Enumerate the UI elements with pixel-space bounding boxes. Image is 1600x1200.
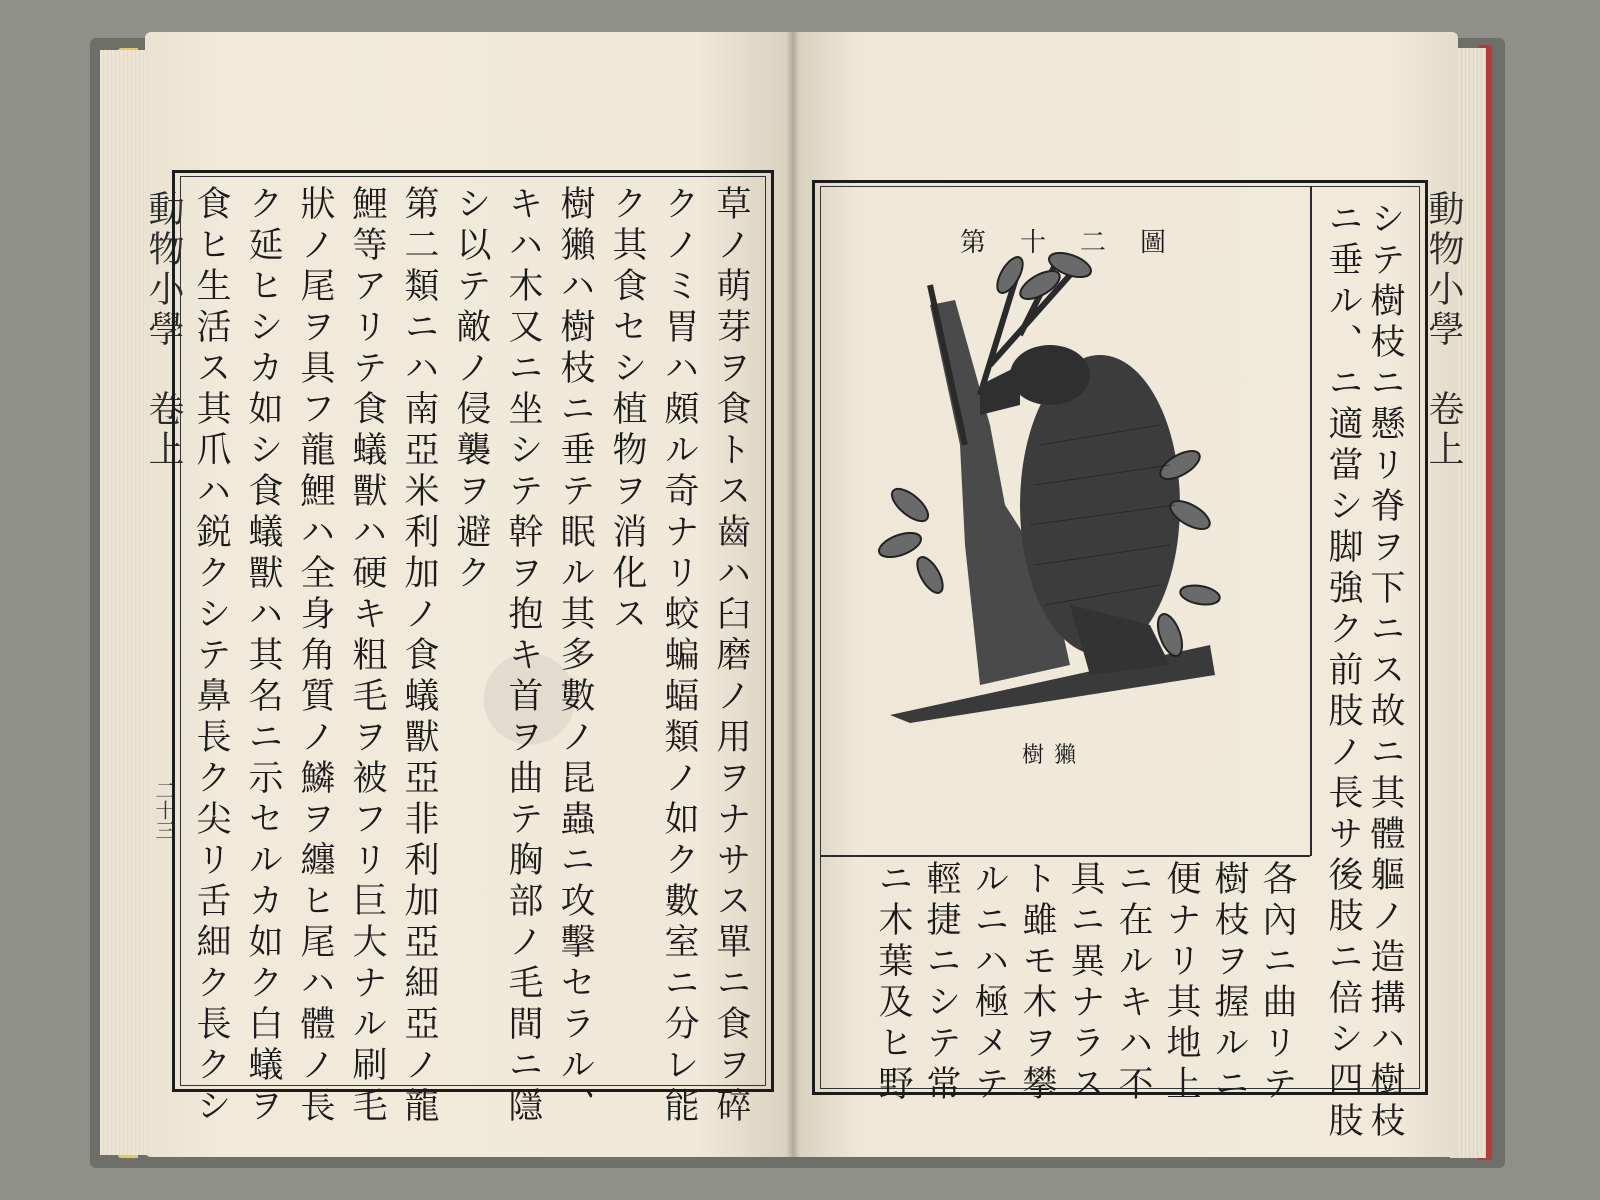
left-column-7: 第二類ニハ南亞米利加ノ食蟻獸亞非利加亞細亞ノ龍 bbox=[399, 185, 439, 1128]
left-column-10: ク延ヒシカ如シ食蟻獸ハ其名ニ示セルカ如ク白蟻ヲ bbox=[243, 185, 283, 1128]
left-column-4: 樹獺ハ樹枝ニ垂テ眠ル其多數ノ昆蟲ニ攻擊セラル、 bbox=[555, 185, 595, 1128]
left-margin-title: 動物小學 卷上 bbox=[143, 190, 184, 470]
page-number: 二十三 bbox=[152, 780, 176, 840]
right-bottom-column-3: 便ナリ其地上 bbox=[1161, 860, 1201, 1106]
left-column-9: 狀ノ尾ヲ具フ龍鯉ハ全身角質ノ鱗ヲ纏ヒ尾ハ體ノ長 bbox=[295, 185, 335, 1128]
right-bottom-column-6: ト雖モ木ヲ攀 bbox=[1017, 860, 1057, 1106]
left-column-6: シ以テ敵ノ侵襲ヲ避ク bbox=[451, 185, 491, 595]
book-gutter bbox=[786, 32, 800, 1157]
right-top-column-1: シテ樹枝ニ懸リ脊ヲ下ニス故ニ其體軀ノ造搆ハ樹枝 bbox=[1365, 200, 1405, 1143]
right-margin-title: 動物小學 卷上 bbox=[1423, 190, 1464, 470]
right-bottom-column-7: ルニハ極メテ bbox=[969, 860, 1009, 1106]
right-bottom-column-8: 輕捷ニシテ常 bbox=[921, 860, 961, 1106]
left-column-2: クノミ胃ハ頗ル奇ナリ蛟蝙蝠類ノ如ク數室ニ分レ能 bbox=[659, 185, 699, 1128]
right-bottom-column-5: 具ニ異ナラス bbox=[1065, 860, 1105, 1106]
left-column-8: 鯉等アリテ食蟻獸ハ硬キ粗毛ヲ被フリ巨大ナル刷毛 bbox=[347, 185, 387, 1128]
right-bottom-column-9: ニ木葉及ヒ野 bbox=[873, 860, 913, 1106]
right-bottom-column-1: 各內ニ曲リテ bbox=[1257, 860, 1297, 1106]
figure-side-rule bbox=[1310, 186, 1312, 856]
left-column-1: 草ノ萌芽ヲ食トス齒ハ臼磨ノ用ヲナサス單ニ食ヲ碎 bbox=[711, 185, 751, 1128]
right-top-column-2: ニ垂ル、ニ適當シ脚強ク前肢ノ長サ後肢ニ倍シ四肢 bbox=[1323, 200, 1363, 1143]
figure-caption: 樹獺 bbox=[1022, 743, 1087, 768]
right-bottom-column-4: ニ在ルキハ不 bbox=[1113, 860, 1153, 1106]
bleed-through-shadow: ● bbox=[460, 620, 599, 767]
sloth-illustration[interactable] bbox=[870, 245, 1230, 725]
figure-bottom-rule bbox=[820, 855, 1310, 857]
figure-title: 第十二圖 bbox=[960, 228, 1201, 258]
left-column-3: ク其食セシ植物ヲ消化ス bbox=[607, 185, 647, 636]
left-column-11: 食ヒ生活ス其爪ハ鋭クシテ鼻長ク尖リ舌細ク長クシ bbox=[191, 185, 231, 1128]
left-column-5: キハ木又ニ坐シテ幹ヲ抱キ首ヲ曲テ胸部ノ毛間ニ隱 bbox=[503, 185, 543, 1128]
sloth-head bbox=[1010, 345, 1090, 405]
right-bottom-column-2: 樹枝ヲ握ルニ bbox=[1209, 860, 1249, 1106]
